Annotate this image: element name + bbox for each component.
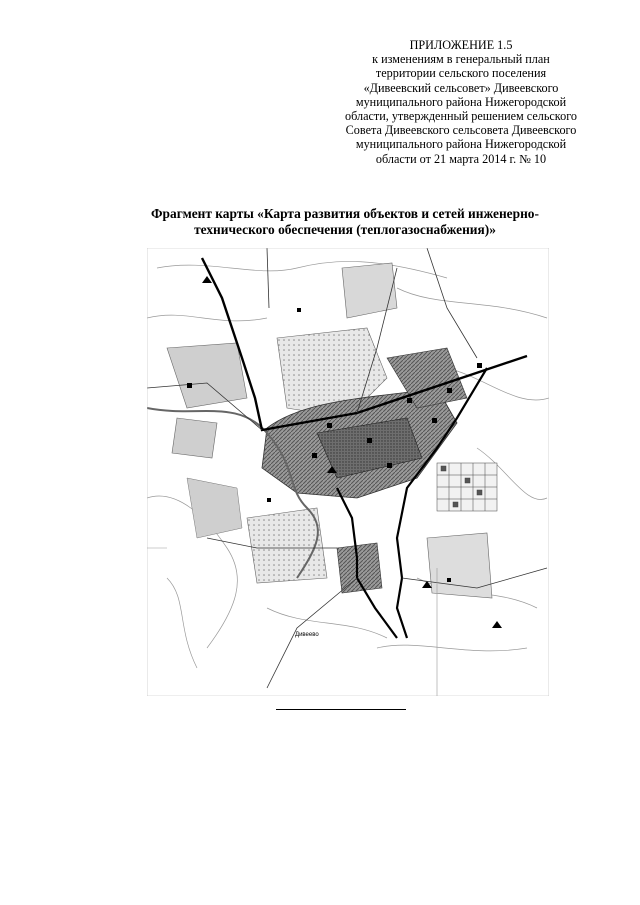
map-heading [110, 206, 580, 238]
appendix-line: территории сельского поселения [375, 66, 547, 81]
closing-rule [276, 709, 406, 710]
map-heading-line-1: Фрагмент карты «Карта развития объектов и сетей инженерно- [151, 206, 539, 221]
appendix-line: «Дивеевский сельсовет» Дивеевского [363, 80, 559, 95]
appendix-line: муниципального района Нижегородской [355, 94, 567, 109]
appendix-line: области, утвержденный решением сельского [345, 109, 577, 124]
appendix-title: ПРИЛОЖЕНИЕ 1.5 [409, 38, 513, 52]
map-heading-line-2: технического обеспечения (теплогазоснабжения)» [194, 222, 496, 237]
appendix-line: Совета Дивеевского сельсовета Дивеевского [345, 123, 577, 138]
appendix-line: муниципального района Нижегородской [355, 137, 567, 152]
symbol-grid [437, 463, 497, 511]
appendix-line: к изменениям в генеральный план [372, 52, 550, 67]
map-label-diveevo: Дивеево [295, 632, 319, 638]
map-fragment [147, 248, 549, 696]
appendix-line: области от 21 марта 2014 г. № 10 [375, 151, 547, 166]
appendix-block [316, 38, 606, 166]
